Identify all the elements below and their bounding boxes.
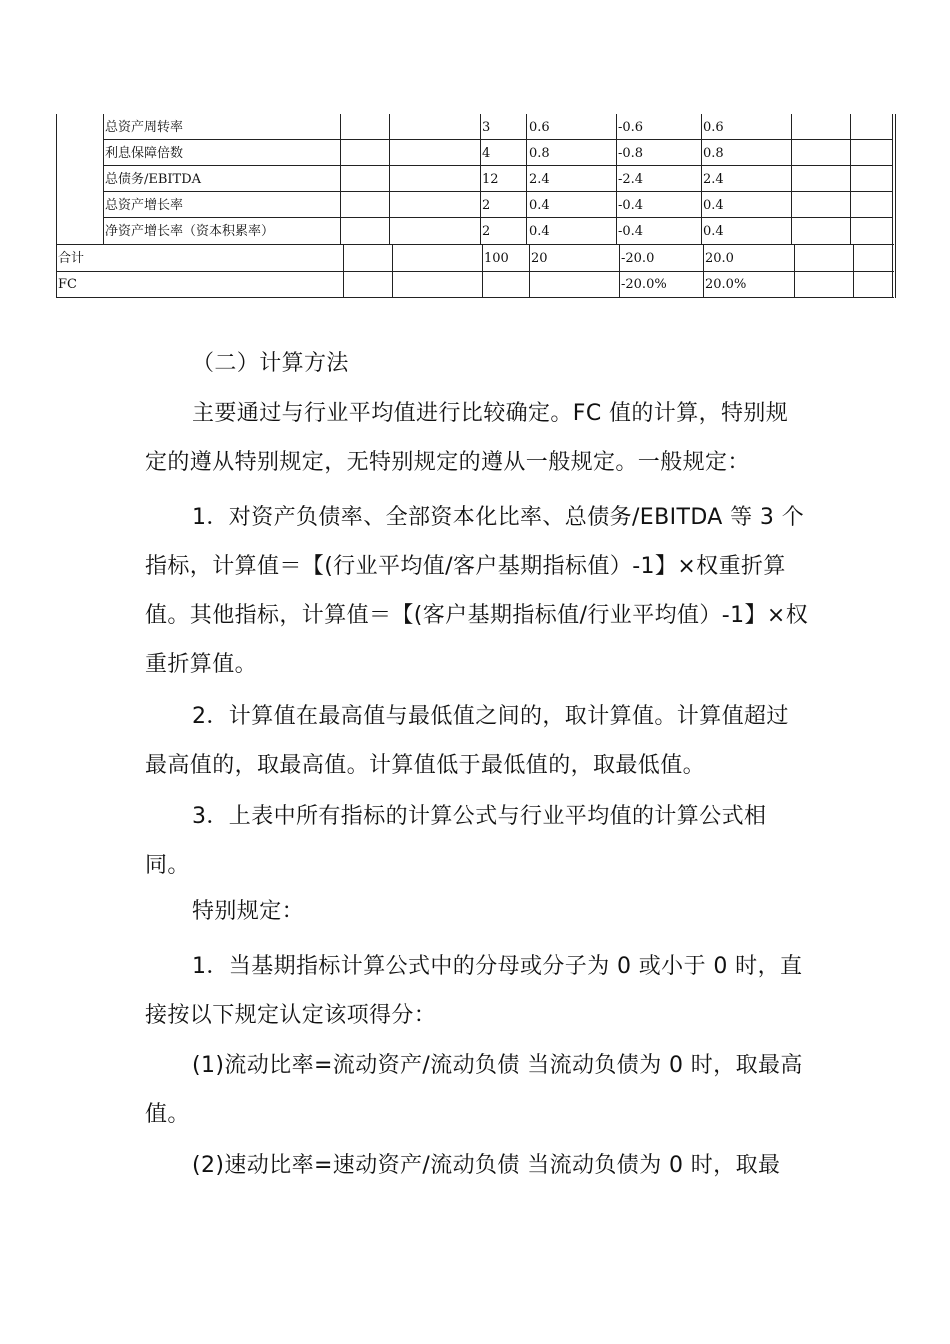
total-high: 20 — [531, 251, 548, 266]
table-rule — [103, 217, 892, 218]
high-cell: 2.4 — [529, 172, 550, 187]
table-rule — [103, 165, 892, 166]
high-cell: 0.6 — [529, 120, 550, 135]
fc-value: 20.0% — [705, 277, 747, 292]
table-rule — [389, 114, 390, 244]
paragraph-general-intro: 主要通过与行业平均值进行比较确定。FC 值的计算，特别规定的遵从特别规定，无特别规定的遵从一般规定。一般规定： — [145, 401, 789, 475]
table-rule — [526, 114, 527, 244]
table-rule — [103, 139, 892, 140]
table-rule — [791, 114, 792, 244]
fc-label: FC — [58, 277, 77, 292]
indicator-name: 总债务/EBITDA — [105, 172, 202, 187]
paragraph-special-1: 1．当基期指标计算公式中的分母或分子为 0 或小于 0 时，直接按以下规定认定该项得分： — [145, 954, 803, 1028]
high-cell: 0.8 — [529, 146, 550, 161]
high-cell: 0.4 — [529, 198, 550, 213]
table-rule — [895, 114, 896, 298]
total-value: 20.0 — [705, 251, 734, 266]
high-cell: 0.4 — [529, 224, 550, 239]
low-cell: -2.4 — [618, 172, 644, 187]
paragraph-special-heading: 特别规定： — [192, 899, 305, 924]
value-cell: 0.4 — [703, 224, 724, 239]
table-rule — [794, 244, 795, 298]
table-rule — [892, 114, 893, 244]
total-low: -20.0 — [621, 251, 655, 266]
weight-cell: 3 — [482, 120, 491, 135]
table-rule — [56, 297, 894, 298]
table-rule — [480, 114, 481, 244]
table-rule — [529, 244, 530, 298]
value-cell: 0.4 — [703, 198, 724, 213]
indicator-name: 利息保障倍数 — [105, 146, 184, 161]
value-cell: 0.8 — [703, 146, 724, 161]
table-rule — [892, 244, 893, 298]
table-rule — [482, 244, 483, 298]
table-rule — [56, 114, 57, 298]
table-rule — [853, 244, 854, 298]
table-rule — [103, 114, 104, 244]
table-rule — [340, 114, 341, 244]
indicator-name: 净资产增长率（资本积累率） — [105, 224, 275, 239]
total-label: 合计 — [58, 251, 85, 266]
low-cell: -0.4 — [618, 224, 644, 239]
table-rule — [619, 244, 620, 298]
paragraph-special-1-2: (2)速动比率=速动资产/流动负债 当流动负债为 0 时，取最 — [192, 1153, 781, 1178]
value-cell: 2.4 — [703, 172, 724, 187]
fc-low: -20.0% — [621, 277, 667, 292]
low-cell: -0.6 — [618, 120, 644, 135]
table-rule — [56, 244, 894, 245]
table-rule — [392, 244, 393, 298]
weight-cell: 2 — [482, 198, 491, 213]
paragraph-special-1-1: (1)流动比率=流动资产/流动负债 当流动负债为 0 时，取最高值。 — [145, 1053, 803, 1127]
weight-cell: 12 — [482, 172, 499, 187]
table-rule — [850, 114, 851, 244]
value-cell: 0.6 — [703, 120, 724, 135]
indicator-table — [56, 114, 896, 298]
paragraph-rule-3: 3．上表中所有指标的计算公式与行业平均值的计算公式相同。 — [145, 804, 767, 878]
section-heading: （二）计算方法 — [192, 351, 349, 376]
table-rule — [103, 191, 892, 192]
total-weight: 100 — [484, 251, 509, 266]
low-cell: -0.8 — [618, 146, 644, 161]
indicator-name: 总资产增长率 — [105, 198, 184, 213]
table-rule — [56, 271, 894, 272]
paragraph-rule-1: 1．对资产负债率、全部资本化比率、总债务/EBITDA 等 3 个指标，计算值＝【(行业平均值/客户基期指标值）-1】×权重折算值。其他指标，计算值＝【(客户基期指标值/行业平均值）-1】×权重折算值。 — [145, 505, 809, 677]
paragraph-rule-2: 2．计算值在最高值与最低值之间的，取计算值。计算值超过最高值的，取最高值。计算值低于最低值的，取最低值。 — [145, 704, 789, 778]
indicator-name: 总资产周转率 — [105, 120, 184, 135]
weight-cell: 4 — [482, 146, 491, 161]
table-rule — [701, 114, 702, 244]
low-cell: -0.4 — [618, 198, 644, 213]
table-rule — [703, 244, 704, 298]
table-rule — [343, 244, 344, 298]
table-rule — [616, 114, 617, 244]
weight-cell: 2 — [482, 224, 491, 239]
